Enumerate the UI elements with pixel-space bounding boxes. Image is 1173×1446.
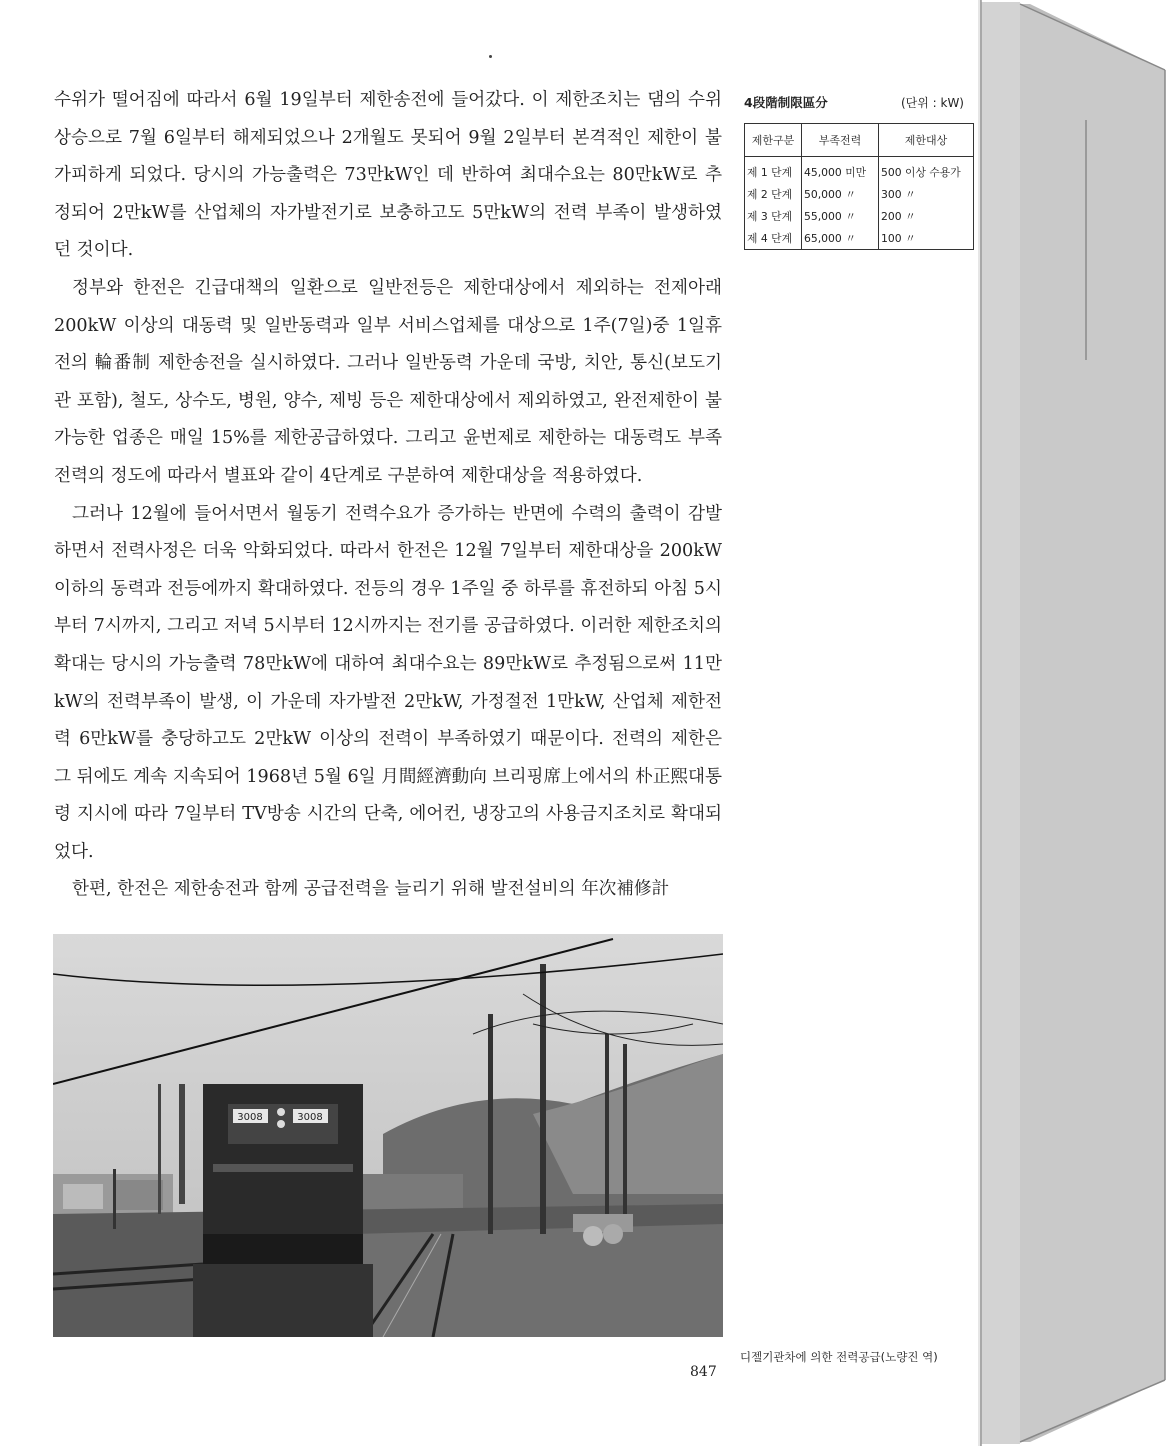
loco-number-left: 3008 [237,1112,263,1123]
cell-stage: 제 4 단계 [745,227,802,250]
cell-shortage: 45,000 미만 [802,157,879,184]
sidebar-unit: (단위 : kW) [900,96,964,110]
page-stack-shape [980,0,1173,1446]
cell-shortage: 65,000 〃 [802,227,879,250]
table-row [745,183,974,205]
cell-stage: 제 2 단계 [745,183,802,205]
cell-shortage: 55,000 〃 [802,205,879,227]
body-text [54,82,722,909]
loco-number-right: 3008 [297,1112,323,1123]
page-number: 847 [690,1364,717,1380]
sidebar-title: 4段階制限區分 [744,95,828,110]
sidebar-title-row [744,93,976,111]
header-stage: 제한구분 [745,124,802,157]
paragraph-1: 수위가 떨어짐에 따라서 6월 19일부터 제한송전에 들어갔다. 이 제한조치는 댐의 수위상승으로 7월 6일부터 해제되었으나 2개월도 못되어 9월 2일부터 본격적인 제한이 불가피하게 되었다. 당시의 가능출력은 73만kW인 데 반하여 최대수요는 80만kW로 추정되어 2만kW를 산업체의 자가발전기로 보충하고도 5만kW의 전력 부족이 발생하였던 것이다. [54,90,722,261]
table-row [745,205,974,227]
cell-target: 100 〃 [881,231,916,245]
paragraph-4: 한편, 한전은 제한송전과 함께 공급전력을 늘리기 위해 발전설비의 年次補修計 [72,879,670,900]
table-row [745,157,974,184]
photo-illustration [53,934,723,1337]
cell-stage: 제 1 단계 [745,157,802,184]
cell-stage: 제 3 단계 [745,205,802,227]
cell-target: 200 〃 [881,209,916,223]
cell-target: 500 이상 수용가 [881,165,961,179]
page-mark [489,55,492,58]
table-header-row [745,124,974,157]
cell-target: 300 〃 [881,187,916,201]
table-row [745,227,974,250]
header-shortage: 부족전력 [802,124,879,157]
restriction-table [744,123,974,250]
paragraph-3: 그러나 12월에 들어서면서 월동기 전력수요가 증가하는 반면에 수력의 출력이 감발하면서 전력사정은 더욱 악화되었다. 따라서 한전은 12월 7일부터 제한대상을 200kW 이하의 동력과 전등에까지 확대하였다. 전등의 경우 1주일 중 하루를 휴전하되 아침 5시부터 7시까지, 그리고 저녁 5시부터 12시까지는 전기를 공급하였다. 이러한 제한조치의 확대는 당시의 가능출력 78만kW에 대하여 최대수요는 89만kW로 추정됨으로써 11만kW의 전력부족이 발생, 이 가운데 자가발전 2만kW, 가정절전 1만kW, 산업체 제한전력 6만kW를 충당하고도 2만kW 이상의 전력이 부족하였기 때문이다. 전력의 제한은 그 뒤에도 계속 지속되어 1968년 5월 6일 月間經濟動向 브리핑席上에서의 朴正熙대통령 지시에 따라 7일부터 TV방송 시간의 단축, 에어컨, 냉장고의 사용금지조치로 확대되었다. [54,503,722,862]
header-target: 제한대상 [879,124,974,157]
paragraph-2: 정부와 한전은 긴급대책의 일환으로 일반전등은 제한대상에서 제외하는 전제아래 200kW 이상의 대동력 및 일반동력과 일부 서비스업체를 대상으로 1주(7일)중 1일휴전의 輪番制 제한송전을 실시하였다. 그러나 일반동력 가운데 국방, 치안, 통신(보도기관 포함), 철도, 상수도, 병원, 양수, 제빙 등은 제한대상에서 제외하였고, 완전제한이 불가능한 업종은 매일 15%를 제한공급하였다. 그리고 윤번제로 제한하는 대동력도 부족전력의 정도에 따라서 별표와 같이 4단계로 구분하여 제한대상을 적용하였다. [54,277,722,486]
cell-shortage: 50,000 〃 [802,183,879,205]
page-stack-edge [980,0,1173,1446]
locomotive-photo [53,934,723,1337]
photo-caption: 디젤기관차에 의한 전력공급(노량진 역) [740,1350,938,1364]
